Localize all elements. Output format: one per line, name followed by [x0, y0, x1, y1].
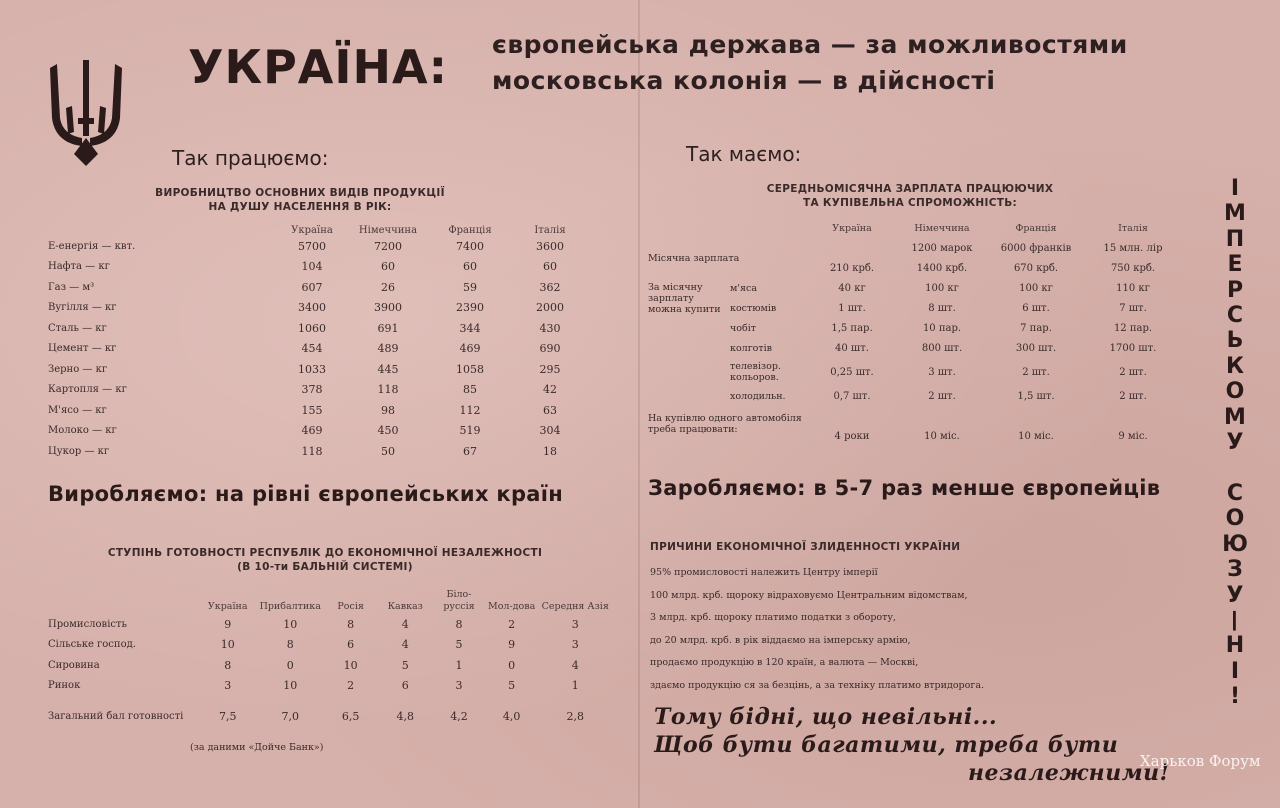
vertical-letter: О — [1225, 379, 1245, 405]
cell: 1033 — [298, 362, 326, 376]
reasons-title: ПРИЧИНИ ЕКОНОМІЧНОЇ ЗЛИДЕННОСТІ УКРАЇНИ — [650, 541, 961, 553]
cell: 1 — [571, 679, 579, 693]
col-header: Кавказ — [387, 601, 423, 612]
item-label: колготів — [730, 342, 773, 354]
cell: 4,8 — [396, 709, 415, 723]
cell: 2 шт. — [1022, 366, 1050, 378]
col-header: Біло-руссія — [443, 589, 475, 612]
vertical-letter: У — [1226, 582, 1244, 608]
row-label: Зерно — кг — [48, 363, 108, 375]
row-label: Е-енергія — квт. — [48, 240, 136, 252]
cell: 5 — [455, 638, 463, 652]
cell: 295 — [539, 362, 561, 376]
table-row — [48, 236, 588, 257]
cell: 4 — [401, 638, 409, 652]
trident-icon — [48, 58, 124, 168]
cell: 9 міс. — [1118, 431, 1148, 442]
col-header: Україна — [832, 222, 872, 234]
right-conclusion: Заробляємо: в 5-7 раз менше європейців — [648, 476, 1161, 500]
cell: 40 кг — [838, 282, 866, 294]
cell: 7 пар. — [1020, 322, 1052, 334]
vertical-letter: Н — [1225, 633, 1245, 659]
cell: 8 — [347, 617, 355, 631]
cell: 362 — [539, 280, 561, 294]
cell: 607 — [301, 280, 323, 294]
cell: 0 — [286, 658, 294, 672]
header-empty — [48, 584, 197, 614]
cell: 5700 — [298, 239, 326, 253]
cell: 60 — [463, 260, 477, 274]
cell: 40 шт. — [835, 342, 869, 354]
cell: 50 — [381, 444, 395, 458]
row-label: Цемент — кг — [48, 343, 117, 355]
table-row — [648, 358, 1184, 386]
salary-table-title — [700, 182, 1120, 210]
cell: 8 — [286, 638, 294, 652]
cell: 12 пар. — [1113, 322, 1153, 334]
cell: 10 міс. — [1018, 431, 1054, 442]
cell: 450 — [377, 424, 399, 438]
spacer-cell — [648, 358, 730, 386]
cell: 344 — [459, 321, 481, 335]
cell: 0,25 шт. — [830, 366, 874, 378]
cell: 155 — [301, 403, 323, 417]
vertical-letter: Р — [1226, 277, 1244, 303]
cell: 2 — [347, 679, 355, 693]
row-label: Вугілля — кг — [48, 302, 117, 314]
cell: 112 — [459, 403, 481, 417]
cell: 0,7 шт. — [833, 390, 871, 402]
vertical-letter: Е — [1227, 252, 1243, 278]
cell: 6000 франків — [1000, 242, 1072, 254]
col-header: Німеччина — [914, 222, 970, 234]
vertical-letter: — — [1222, 609, 1248, 632]
vertical-letter: К — [1226, 353, 1244, 379]
cell: 4,2 — [450, 709, 468, 723]
col-header: Середня Азія — [541, 601, 609, 612]
row-label: Газ — м³ — [48, 281, 95, 293]
vertical-letter: Ь — [1226, 328, 1244, 354]
cell: 5 — [401, 658, 409, 672]
salary-title-line-1: СЕРЕДНЬОМІСЯЧНА ЗАРПЛАТА ПРАЦЮЮЧИХ — [766, 183, 1054, 195]
table-row — [48, 380, 588, 401]
cell: 60 — [543, 260, 557, 274]
header-empty — [730, 218, 810, 238]
col-header: Прибалтика — [259, 601, 321, 612]
cell: 118 — [301, 444, 323, 458]
reason-line: здаємо продукцію ся за безцінь, а за техніку платимо втридорога. — [650, 679, 984, 691]
cell: 3 — [571, 638, 579, 652]
cell: 8 — [455, 617, 463, 631]
right-section-title: Так маємо: — [686, 142, 802, 166]
row-label: Ринок — [48, 680, 81, 692]
spacer-cell — [648, 386, 730, 406]
item-label: костюмів — [730, 302, 777, 314]
slogan-line-3: незалежними! — [968, 760, 1170, 786]
cell: 300 шт. — [1015, 342, 1057, 354]
headline-line-1: європейська держава — за можливостями — [492, 30, 1128, 59]
cell: 3 — [455, 679, 463, 693]
cell: 2,8 — [566, 709, 584, 723]
row-label: Сільське господ. — [48, 639, 136, 651]
row-label: Загальний бал готовності — [48, 710, 184, 722]
readiness-table-title — [40, 546, 610, 574]
cell: 10 — [283, 617, 298, 631]
col-header: Мол-дова — [487, 601, 536, 612]
table-row — [48, 298, 588, 319]
cell: 1 — [455, 658, 463, 672]
left-conclusion: Виробляємо: на рівні європейських країн — [48, 482, 564, 506]
production-table — [48, 220, 588, 462]
cell: 489 — [377, 342, 399, 356]
vertical-letter: С — [1226, 303, 1244, 329]
cell: 59 — [463, 280, 477, 294]
cell: 800 шт. — [921, 342, 963, 354]
header-empty — [48, 220, 276, 236]
cell: 4 роки — [834, 431, 870, 442]
cell: 10 — [283, 679, 298, 693]
cell: 1,5 шт. — [1017, 390, 1055, 402]
table-row — [48, 277, 588, 298]
page-fold — [638, 0, 640, 808]
col-header: Франція — [1015, 222, 1057, 234]
cell: 304 — [539, 424, 561, 438]
readiness-table-header — [48, 584, 614, 614]
table-row — [48, 614, 614, 635]
readiness-title-line-2: (В 10-ти БАЛЬНІЙ СИСТЕМІ) — [237, 561, 413, 573]
cell: 9 — [508, 638, 516, 652]
cell: 2 шт. — [928, 390, 956, 402]
cell: 2 шт. — [1119, 390, 1147, 402]
table-row — [648, 386, 1184, 406]
cell: 1700 шт. — [1109, 342, 1157, 354]
cell: 9 — [224, 617, 232, 631]
source-note: (за даними «Дойче Банк») — [190, 742, 324, 753]
row-label: Картопля — кг — [48, 384, 127, 396]
row-label: Сталь — кг — [48, 322, 107, 334]
cell: 469 — [459, 342, 481, 356]
cell: 7,0 — [281, 709, 299, 723]
vertical-letter: С — [1226, 480, 1244, 506]
cell: 1200 марок — [911, 242, 973, 254]
table-row — [48, 257, 588, 278]
cell: 670 крб. — [1013, 262, 1059, 274]
salary-title-line-2: ТА КУПІВЕЛЬНА СПРОМОЖНІСТЬ: — [803, 197, 1017, 209]
row-label: Цукор — кг — [48, 445, 110, 457]
item-label: м'яса — [730, 282, 757, 294]
cell: 750 крб. — [1110, 262, 1156, 274]
headline-line-2: московська колонія — в дійсності — [492, 66, 996, 95]
cell: 2 шт. — [1119, 366, 1147, 378]
header-empty — [648, 218, 730, 238]
watermark: Харьков Форум — [1140, 752, 1261, 770]
cell: 85 — [463, 383, 477, 397]
reason-line: 95% промисловості належить Центру імперії — [650, 567, 878, 578]
cell: 1 шт. — [838, 302, 866, 314]
cell: 1058 — [456, 362, 484, 376]
cell: 42 — [543, 383, 557, 397]
vertical-letter: І — [1230, 658, 1240, 684]
row-label: М'ясо — кг — [48, 404, 107, 416]
vertical-letter: М — [1224, 201, 1246, 227]
cell: 100 кг — [1019, 282, 1053, 294]
cell: 63 — [543, 403, 557, 417]
table-row — [48, 400, 588, 421]
cell: 378 — [301, 383, 323, 397]
reasons-list — [650, 562, 1190, 697]
reason-line: продаємо продукцію в 120 країн, а валюта — Москві, — [650, 657, 919, 668]
cell: 1,5 пар. — [831, 322, 873, 334]
cell: 7400 — [456, 239, 484, 253]
cell: 469 — [301, 424, 323, 438]
cell: 210 крб. — [829, 262, 875, 274]
cell: 10 — [343, 658, 358, 672]
production-table-header — [48, 220, 588, 236]
table-row — [48, 635, 614, 656]
vertical-letter: І — [1230, 176, 1240, 201]
cell: 2390 — [456, 301, 484, 315]
salary-label: Місячна зарплата — [648, 252, 740, 264]
cell: 3600 — [536, 239, 564, 253]
cell: 118 — [377, 383, 399, 397]
cell: 519 — [459, 424, 481, 438]
readiness-title-line-1: СТУПІНЬ ГОТОВНОСТІ РЕСПУБЛІК ДО ЕКОНОМІЧНОЇ НЕЗАЛЕЖНОСТІ — [107, 547, 543, 559]
col-header: Росія — [337, 601, 364, 612]
cell: 110 кг — [1116, 282, 1150, 294]
reason-line: до 20 млрд. крб. в рік віддаємо на імперську армію, — [650, 634, 911, 646]
car-label: На купівлю одного автомобіля треба працювати: — [648, 413, 802, 435]
cell: 67 — [463, 444, 477, 458]
table-row — [48, 696, 614, 736]
vertical-letter: З — [1227, 557, 1243, 583]
cell: 454 — [301, 342, 323, 356]
cell: 3400 — [298, 301, 326, 315]
item-label: телевізор. кольоров. — [730, 361, 781, 383]
salary-table — [648, 218, 1184, 442]
cell: 10 — [220, 638, 235, 652]
cell: 8 — [224, 658, 232, 672]
cell: 3 шт. — [928, 366, 956, 378]
cell — [810, 238, 894, 258]
vertical-gap — [1220, 455, 1250, 480]
cell: 6 — [401, 679, 409, 693]
cell: 100 кг — [925, 282, 959, 294]
cell: 6,5 — [341, 709, 360, 723]
col-header: Франція — [448, 225, 492, 236]
cell: 691 — [377, 321, 399, 335]
cell: 690 — [539, 342, 561, 356]
row-label: Нафта — кг — [48, 261, 110, 273]
vertical-letter: М — [1224, 404, 1246, 430]
cell: 4,0 — [502, 709, 521, 723]
table-row — [648, 406, 1184, 442]
table-row — [648, 238, 1184, 258]
slogan-line-1: Тому бідні, що невільні... — [654, 704, 998, 730]
vertical-slogan — [1220, 176, 1250, 710]
vertical-letter: ! — [1229, 684, 1241, 710]
cell: 7,5 — [218, 709, 237, 723]
vertical-letter: У — [1226, 430, 1244, 456]
col-header: Німеччина — [358, 225, 418, 236]
cell: 6 — [347, 638, 355, 652]
production-table-title-line-1: ВИРОБНИЦТВО ОСНОВНИХ ВИДІВ ПРОДУКЦІЇ — [155, 187, 445, 199]
readiness-table — [48, 584, 614, 736]
cell: 26 — [381, 280, 395, 294]
item-label: холодильн. — [730, 390, 786, 402]
table-row — [648, 278, 1184, 298]
cell: 445 — [377, 362, 399, 376]
buy-label: За місячну зарплату можна купити — [648, 282, 721, 315]
col-header: Україна — [291, 225, 333, 236]
cell: 1060 — [298, 321, 326, 335]
cell: 18 — [543, 444, 557, 458]
row-label: Промисловість — [48, 618, 127, 630]
table-row — [48, 421, 588, 442]
cell: 98 — [381, 403, 395, 417]
col-header: Україна — [207, 601, 248, 612]
vertical-letter: П — [1225, 226, 1245, 252]
cell: 10 пар. — [922, 322, 962, 334]
cell: 60 — [381, 260, 395, 274]
cell: 6 шт. — [1022, 302, 1050, 314]
vertical-letter: Ю — [1222, 531, 1248, 557]
table-row — [48, 359, 588, 380]
table-row — [48, 318, 588, 339]
col-header: Італія — [534, 225, 566, 236]
production-table-title — [80, 186, 520, 214]
table-row — [48, 339, 588, 360]
cell: 0 — [508, 658, 516, 672]
cell: 3 — [224, 679, 232, 693]
table-row — [48, 441, 588, 462]
cell: 430 — [539, 321, 561, 335]
cell: 7 шт. — [1119, 302, 1147, 314]
col-header: Італія — [1118, 222, 1148, 234]
cell: 10 міс. — [924, 431, 960, 442]
left-section-title: Так працюємо: — [172, 146, 329, 170]
salary-table-header — [648, 218, 1184, 238]
slogan-line-2: Щоб бути багатими, треба бути — [654, 732, 1119, 758]
cell: 7200 — [374, 239, 402, 253]
cell: 15 млн. лір — [1103, 242, 1163, 254]
cell: 4 — [571, 658, 579, 672]
cell: 2 — [508, 617, 516, 631]
vertical-letter: О — [1225, 506, 1245, 532]
cell: 3900 — [374, 301, 402, 315]
row-label: Молоко — кг — [48, 425, 117, 437]
table-row — [48, 655, 614, 676]
cell: 1400 крб. — [916, 262, 968, 274]
item-label: чобіт — [730, 322, 757, 334]
production-table-title-line-2: НА ДУШУ НАСЕЛЕННЯ В РІК: — [208, 201, 392, 213]
cell: 4 — [401, 617, 409, 631]
row-label: Сировина — [48, 659, 100, 671]
cell: 104 — [301, 260, 323, 274]
cell: 8 шт. — [928, 302, 956, 314]
cell: 3 — [571, 617, 579, 631]
reason-line: 100 млрд. крб. щороку відраховуємо Центральним відомствам, — [650, 589, 968, 601]
cell: 5 — [508, 679, 516, 693]
headline-title: УКРАЇНА: — [188, 40, 448, 94]
table-row — [48, 676, 614, 697]
reason-line: 3 млрд. крб. щороку платимо податки з обороту, — [650, 612, 897, 623]
cell: 2000 — [536, 301, 564, 315]
